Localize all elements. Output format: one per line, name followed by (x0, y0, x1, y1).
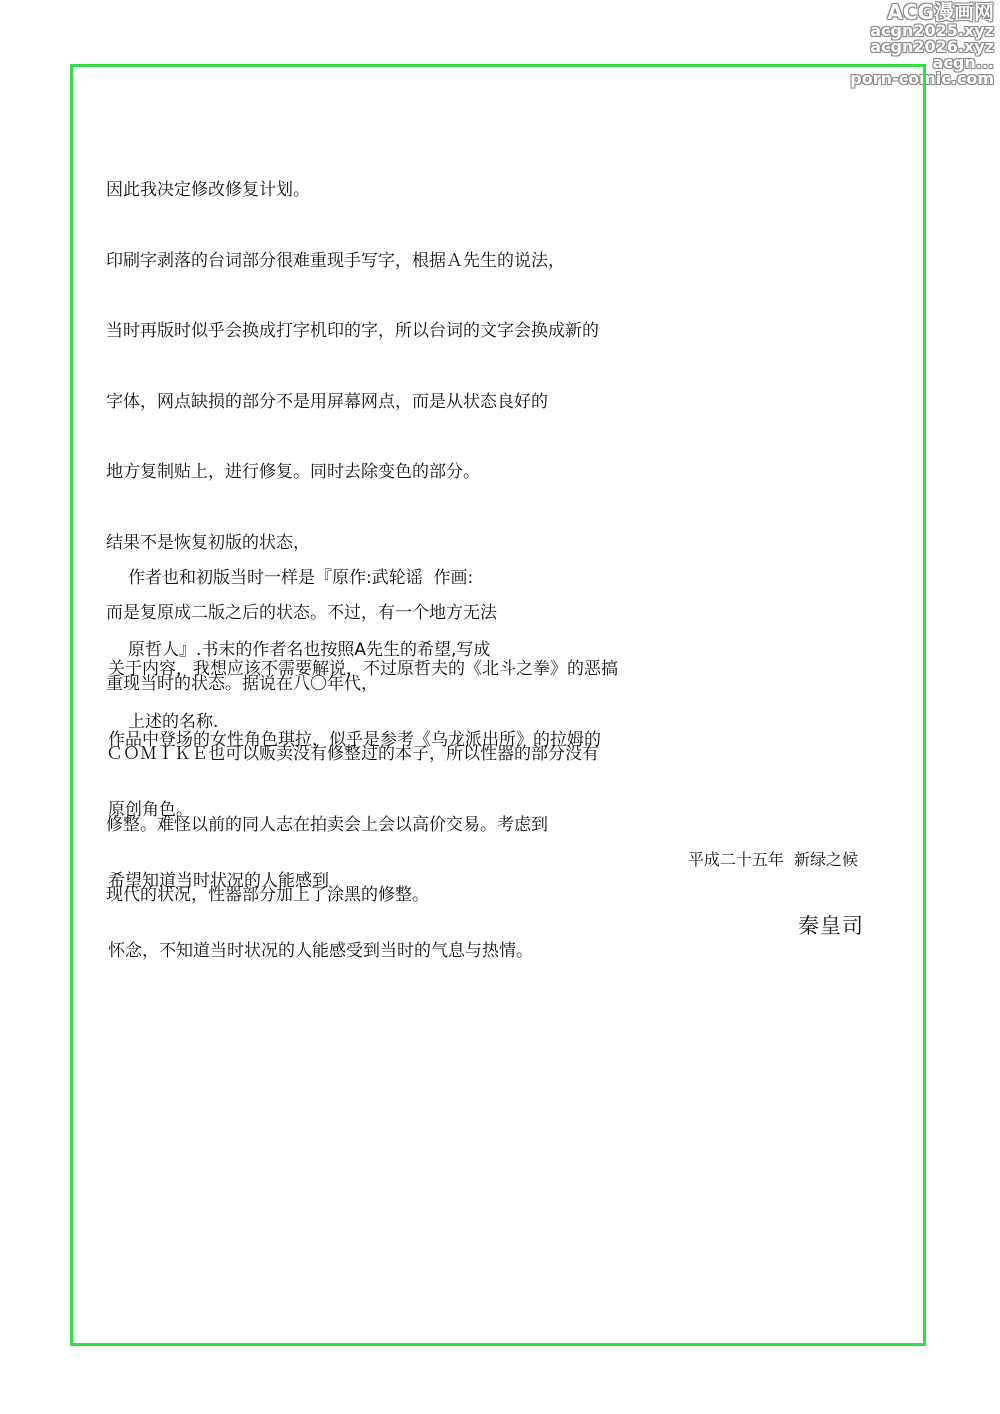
text-line: 字体，网点缺损的部分不是用屏幕网点，而是从状态良好的 (106, 391, 548, 412)
date-line: 平成二十五年 新绿之候 (687, 850, 858, 869)
text-line: 当时再版时似乎会换成打字机印的字，所以台词的文字会换成新的 (106, 321, 599, 341)
watermark-line: acgn... (932, 53, 994, 72)
text-line: 而是复原成二版之后的状态。不过，有一个地方无法 (106, 603, 497, 623)
text-line: 因此我决定修改修复计划。 (106, 180, 310, 200)
text-line: 关于内容，我想应该不需要解说，不过原哲夫的《北斗之拳》的恶搞 (108, 659, 618, 679)
text-line: 作品中登场的女性角色琪拉，似乎是参考《乌龙派出所》的拉姆的 (108, 729, 601, 750)
text-line: 原哲人』.书末的作者名也按照A先生的希望,写成 (128, 640, 491, 660)
watermark-line: acgn2026.xyz (870, 37, 994, 56)
text-line: 作者也和初版当时一样是『原作:武轮谣 作画: (128, 568, 474, 588)
text-line: ＣＯＭＩＫＥ也可以贩卖没有修整过的本子，所以性器的部分没有 (106, 744, 599, 764)
watermark-line: porn-comic.com (850, 69, 994, 88)
watermark-line: acgn2025.xyz (870, 21, 994, 40)
text-line: 希望知道当时状况的人能感到 (108, 870, 329, 891)
text-line: 现代的状况，性器部分加上了涂黑的修整。 (106, 885, 429, 905)
text-line: 重现当时的状态。据说在八〇年代， (106, 673, 378, 694)
text-line: 结果不是恢复初版的状态， (106, 532, 310, 553)
text-line: 修整。难怪以前的同人志在拍卖会上会以高价交易。考虑到 (106, 814, 548, 835)
paragraph-content-note (108, 611, 618, 987)
watermark-line: ACG漫画网 (887, 0, 994, 24)
text-line: 原创角色。 (108, 800, 193, 820)
text-line: 地方复制贴上，进行修复。同时去除变色的部分。 (106, 462, 480, 482)
text-line: 上述的名称. (128, 712, 219, 732)
text-line: 印刷字剥落的台词部分很难重现手写字，根据Ａ先生的说法， (106, 250, 565, 271)
text-line: 怀念，不知道当时状况的人能感受到当时的气息与热情。 (108, 941, 533, 961)
author-signature: 秦皇司 (798, 914, 864, 938)
